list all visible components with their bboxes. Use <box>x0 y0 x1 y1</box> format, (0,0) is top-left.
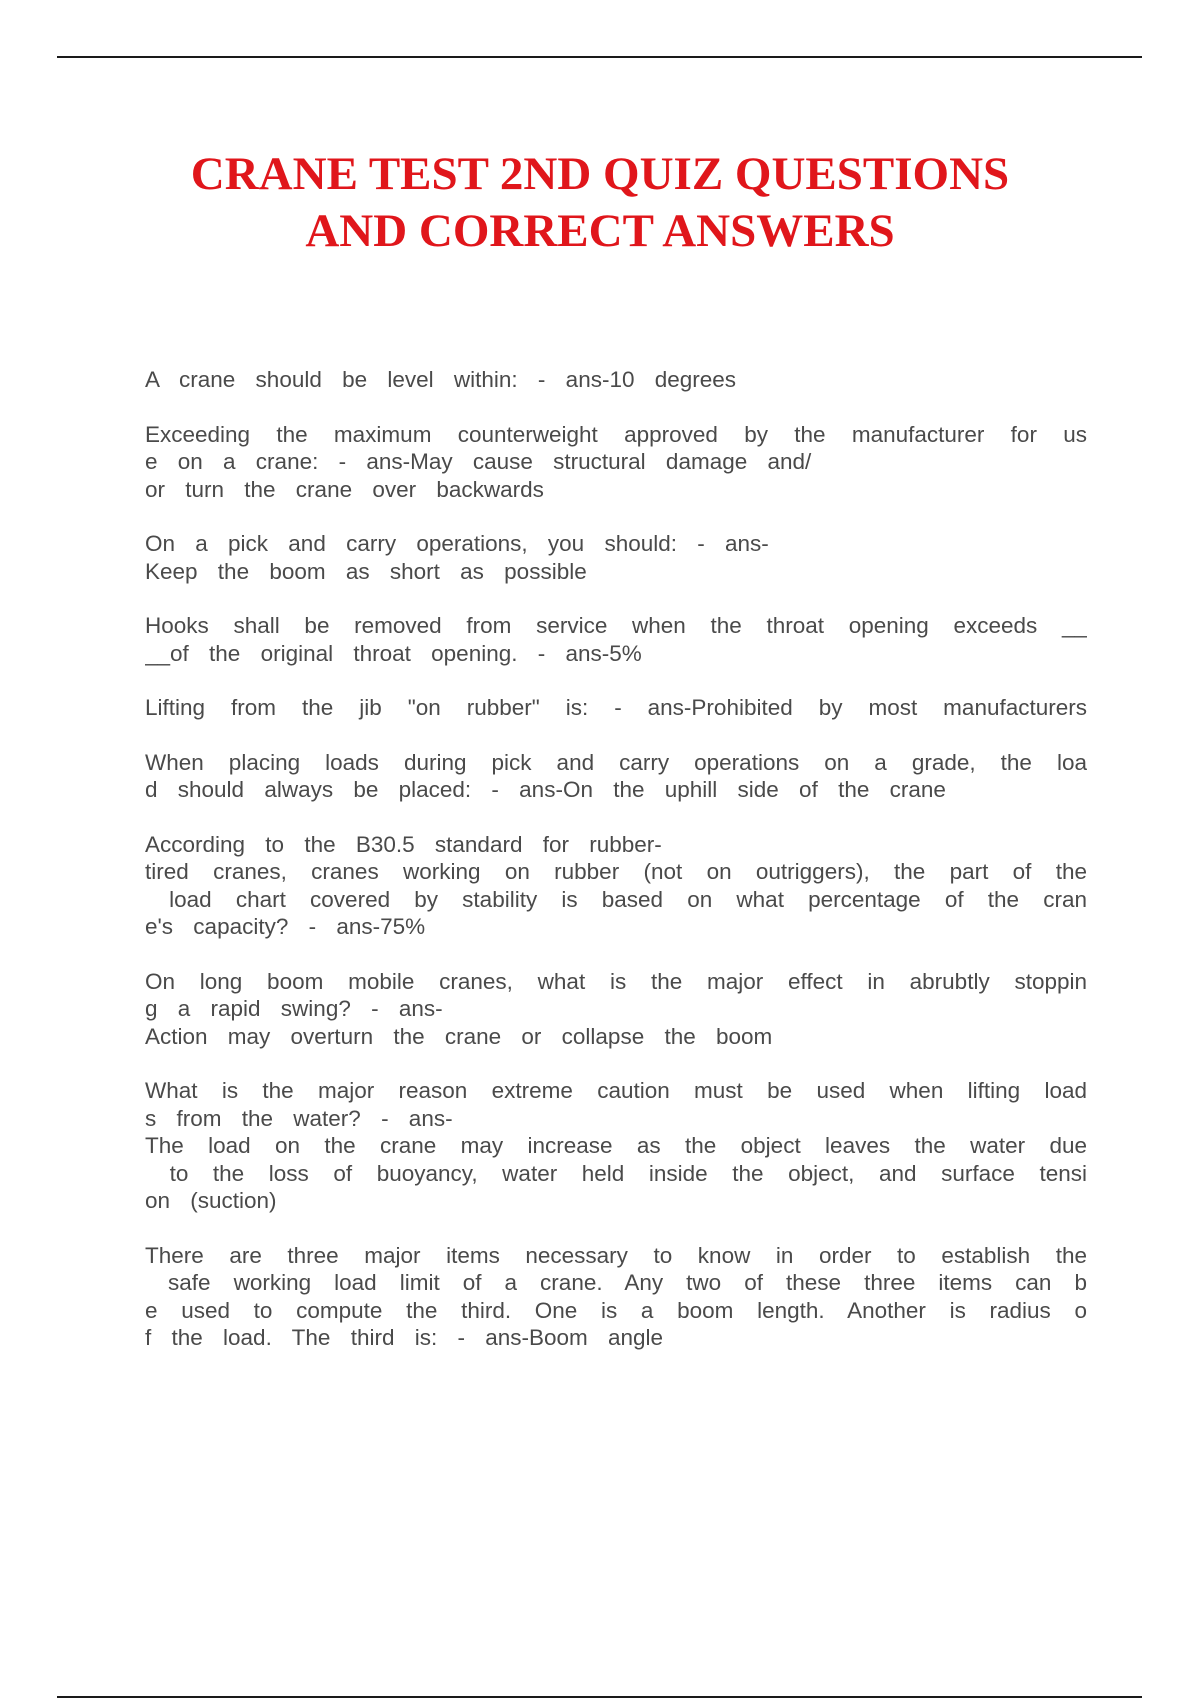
qa-text-line: Action may overturn the crane or collapse the boom <box>145 1023 773 1049</box>
qa-item <box>145 968 1087 1051</box>
qa-item <box>145 612 1087 667</box>
bottom-rule <box>57 1696 1142 1698</box>
qa-text-line: There are three major items necessary to know in order to establish the <box>145 1242 1087 1268</box>
qa-item <box>145 749 1087 804</box>
title-line-2: AND CORRECT ANSWERS <box>305 205 895 257</box>
qa-text-line: e on a crane: - ans-May cause structural damage and/ <box>145 449 812 474</box>
document-title <box>100 146 1100 260</box>
qa-text-line: e used to compute the third. One is a boom length. Another is radius o <box>145 1297 1087 1323</box>
qa-item <box>145 1077 1087 1215</box>
qa-text-line: Exceeding the maximum counterweight approved by the manufacturer for us <box>145 421 1087 447</box>
qa-text-line: to the loss of buoyancy, water held inside the object, and surface tensi <box>145 1160 1087 1186</box>
qa-text-line: load chart covered by stability is based on what percentage of the cran <box>145 886 1087 912</box>
qa-text-line: on (suction) <box>145 1188 277 1213</box>
top-rule <box>57 56 1142 58</box>
qa-text-line: g a rapid swing? - ans- <box>145 996 443 1021</box>
qa-text-line: tired cranes, cranes working on rubber (not on outriggers), the part of the <box>145 859 1087 884</box>
qa-text-line: Hooks shall be removed from service when the throat opening exceeds __ <box>145 613 1087 638</box>
qa-item <box>145 530 1087 585</box>
qa-text-line: Keep the boom as short as possible <box>145 558 587 584</box>
qa-text-line: A crane should be level within: - ans-10 degrees <box>145 367 737 392</box>
qa-text-line: What is the major reason extreme caution must be used when lifting load <box>145 1078 1087 1103</box>
qa-text-line: When placing loads during pick and carry operations on a grade, the loa <box>145 749 1087 775</box>
question-answer-list <box>145 366 1087 1379</box>
qa-text-line: s from the water? - ans- <box>145 1105 453 1131</box>
qa-text-line: The load on the crane may increase as the object leaves the water due <box>145 1133 1087 1158</box>
qa-item <box>145 366 1087 394</box>
qa-text-line: e's capacity? - ans-75% <box>145 914 426 939</box>
title-line-1: CRANE TEST 2ND QUIZ QUESTIONS <box>190 148 1010 200</box>
qa-text-line: According to the B30.5 standard for rubber- <box>145 831 662 857</box>
qa-text-line: On long boom mobile cranes, what is the major effect in abrubtly stoppin <box>145 968 1087 994</box>
qa-text-line: d should always be placed: - ans-On the uphill side of the crane <box>145 777 946 802</box>
qa-text-line: safe working load limit of a crane. Any two of these three items can b <box>145 1270 1087 1295</box>
qa-text-line: or turn the crane over backwards <box>145 476 544 502</box>
qa-item <box>145 1242 1087 1352</box>
qa-item <box>145 694 1087 722</box>
qa-text-line: __of the original throat opening. - ans-5% <box>145 640 642 666</box>
qa-item <box>145 831 1087 941</box>
qa-text-line: On a pick and carry operations, you should: - ans- <box>145 531 769 556</box>
qa-text-line: f the load. The third is: - ans-Boom angle <box>145 1325 664 1350</box>
qa-item <box>145 421 1087 504</box>
qa-text-line: Lifting from the jib "on rubber" is: - ans-Prohibited by most manufacturers <box>145 695 1087 720</box>
